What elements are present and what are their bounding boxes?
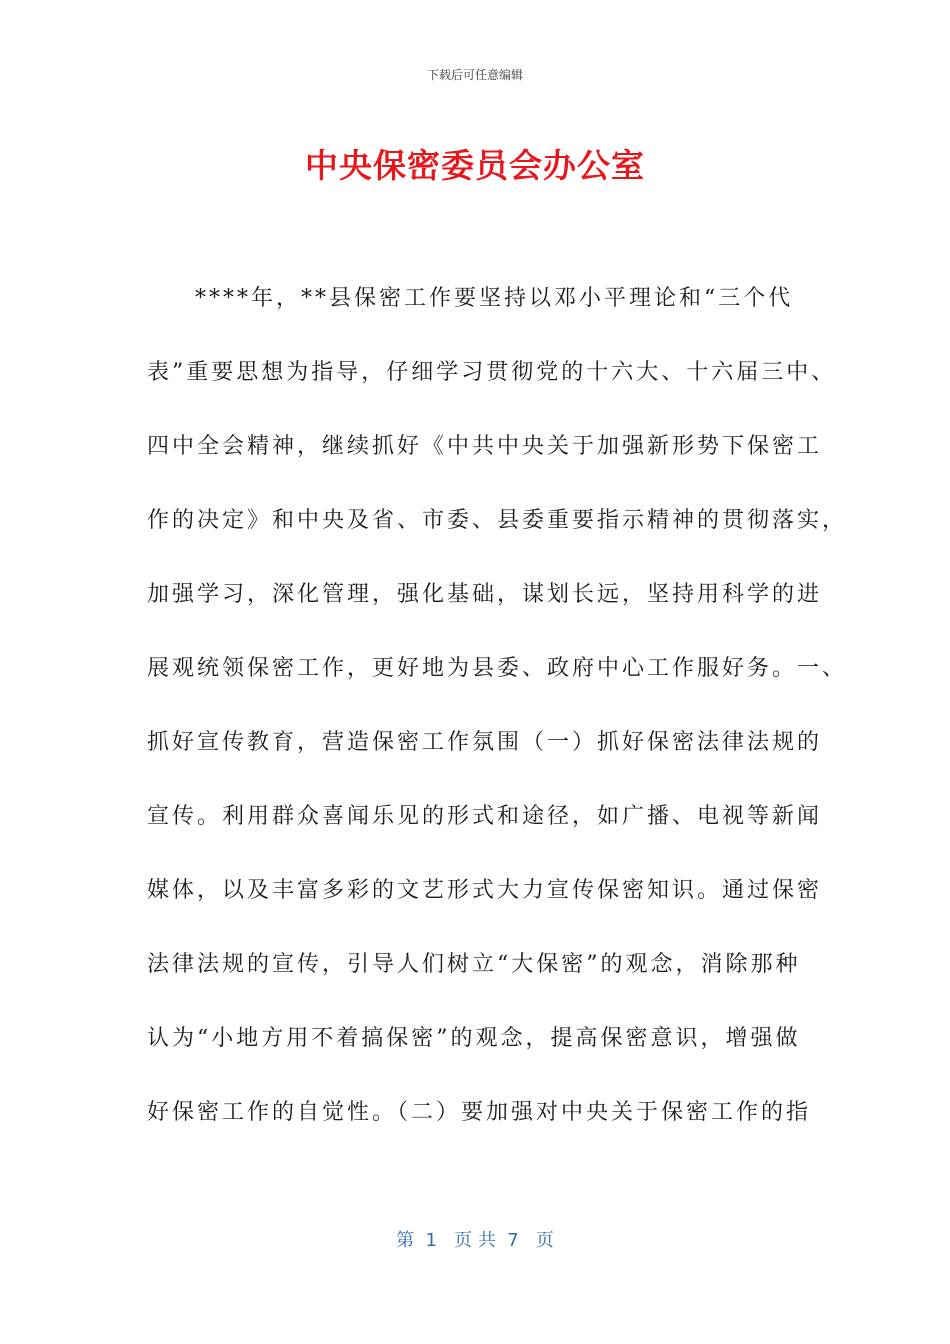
body-line: 好保密工作的自觉性。（二）要加强对中央关于保密工作的指: [147, 1100, 812, 1125]
body-line: 法律法规的宣传，引导人们树立“大保密”的观念，消除那种: [147, 952, 801, 977]
body-line: 媒体，以及丰富多彩的文艺形式大力宣传保密知识。通过保密: [147, 878, 823, 903]
body-line: ****年，**县保密工作要坚持以邓小平理论和“三个代: [195, 286, 794, 311]
page-number-footer: 第 1 页 共 7 页: [396, 1230, 554, 1251]
body-line: 作的决定》和中央及省、市委、县委重要指示精神的贯彻落实，: [147, 508, 848, 533]
body-line: 认为“小地方用不着搞保密”的观念，提高保密意识，增强做: [147, 1026, 801, 1051]
body-line: 四中全会精神，继续抓好《中共中央关于加强新形势下保密工: [147, 434, 823, 459]
body-line: 宣传。利用群众喜闻乐见的形式和途径，如广播、电视等新闻: [147, 804, 823, 829]
document-title: 中央保密委员会办公室: [305, 146, 645, 185]
body-line: 表”重要思想为指导，仔细学习贯彻党的十六大、十六届三中、: [147, 360, 837, 385]
body-line: 展观统领保密工作，更好地为县委、政府中心工作服好务。一、: [147, 656, 848, 681]
body-line: 抓好宣传教育，营造保密工作氛围（一）抓好保密法律法规的: [147, 730, 823, 755]
header-note: 下载后可任意编辑: [426, 68, 523, 82]
body-line: 加强学习，深化管理，强化基础，谋划长远，坚持用科学的进: [147, 582, 823, 607]
